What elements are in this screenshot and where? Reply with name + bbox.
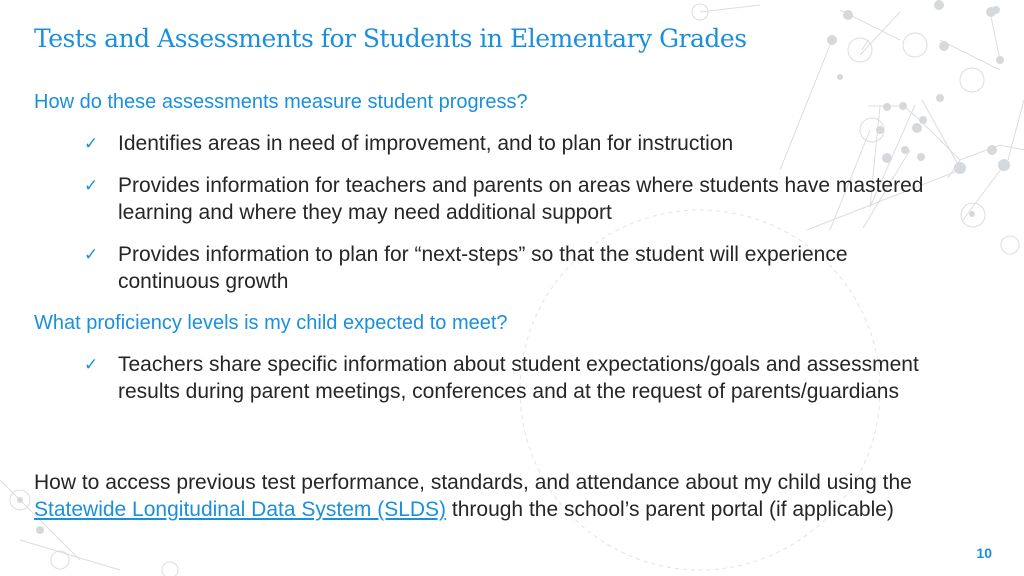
question-proficiency: What proficiency levels is my child expected to meet?: [34, 312, 508, 334]
list-item-text: Teachers share specific information about student expectations/goals and assessment results during parent meetings, conferences and at the request of parents/guardians: [118, 353, 919, 403]
page-number: 10: [976, 545, 992, 561]
slds-link[interactable]: Statewide Longitudinal Data System (SLDS): [34, 498, 447, 521]
slide-title: Tests and Assessments for Students in Elementary Grades: [34, 24, 747, 53]
access-paragraph: [34, 469, 934, 523]
access-text-before: How to access previous test performance, standards, and attendance about my child using the: [34, 471, 912, 494]
list-item-text: Provides information for teachers and parents on areas where students have mastered learning and where they may need additional support: [118, 174, 924, 224]
list-item: [84, 172, 938, 226]
list-item: [84, 130, 938, 157]
list-item: [84, 241, 938, 295]
check-icon: ✓: [84, 245, 99, 264]
list-item: [84, 351, 938, 405]
check-icon: ✓: [84, 134, 99, 153]
check-icon: ✓: [84, 176, 99, 195]
access-text-after: through the school’s parent portal (if applicable): [446, 498, 894, 521]
question-progress: How do these assessments measure student progress?: [34, 91, 528, 113]
list-item-text: Identifies areas in need of improvement, and to plan for instruction: [118, 132, 734, 155]
check-icon: ✓: [84, 355, 99, 374]
list-item-text: Provides information to plan for “next-steps” so that the student will experience continuous growth: [118, 243, 848, 293]
